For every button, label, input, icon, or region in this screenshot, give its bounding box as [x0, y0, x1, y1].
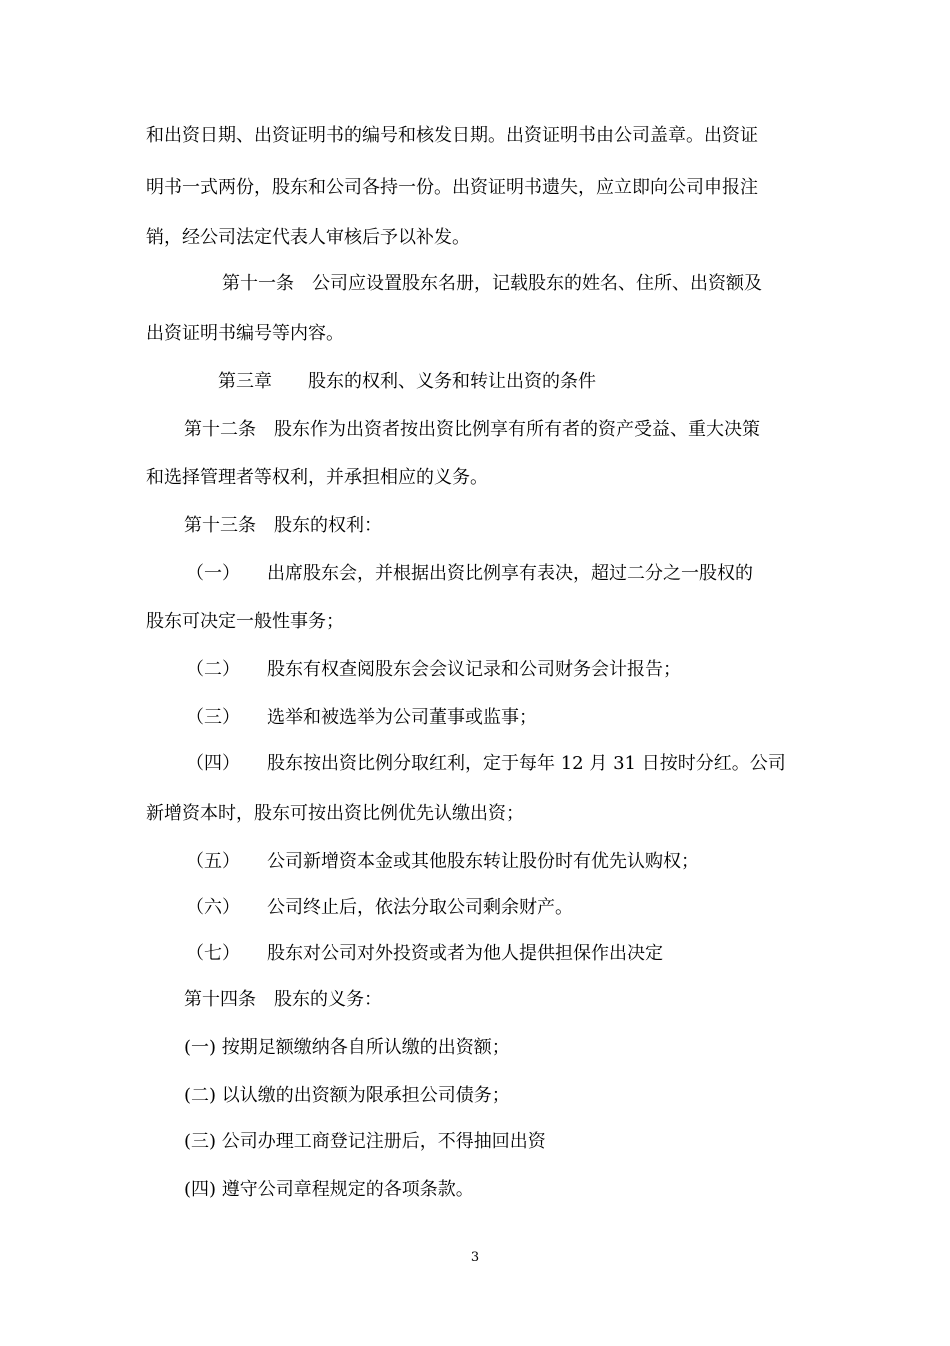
chapter-heading: 第三章 股东的权利、义务和转让出资的条件 — [218, 371, 596, 392]
article-13-line: 第十三条 股东的权利： — [184, 515, 382, 536]
list-item: (三) 公司办理工商登记注册后，不得抽回出资 — [184, 1131, 546, 1152]
article-12-line: 第十二条 股东作为出资者按出资比例享有所有者的资产受益、重大决策 — [184, 419, 760, 440]
page-number: 3 — [470, 1250, 480, 1265]
list-item: （二） 股东有权查阅股东会会议记录和公司财务会计报告； — [186, 659, 681, 680]
list-item: (二) 以认缴的出资额为限承担公司债务； — [184, 1085, 510, 1106]
text-line: 明书一式两份，股东和公司各持一份。出资证明书遗失，应立即向公司申报注 — [146, 177, 758, 198]
list-item: （五） 公司新增资本金或其他股东转让股份时有优先认购权； — [186, 851, 699, 872]
text-line: 新增资本时，股东可按出资比例优先认缴出资； — [146, 803, 524, 824]
list-item: （六） 公司终止后，依法分取公司剩余财产。 — [186, 897, 573, 918]
text-line: 和选择管理者等权利，并承担相应的义务。 — [146, 467, 488, 488]
article-14-line: 第十四条 股东的义务： — [184, 989, 382, 1010]
list-item: (一) 按期足额缴纳各自所认缴的出资额； — [184, 1037, 510, 1058]
text-line: 和出资日期、出资证明书的编号和核发日期。出资证明书由公司盖章。出资证 — [146, 125, 758, 146]
text-line: 销，经公司法定代表人审核后予以补发。 — [146, 227, 470, 248]
list-item: (四) 遵守公司章程规定的各项条款。 — [184, 1179, 474, 1200]
list-item: （四） 股东按出资比例分取红利，定于每年 12 月 31 日按时分红。公司 — [186, 753, 786, 774]
text-line: 出资证明书编号等内容。 — [146, 323, 344, 344]
list-item: （一） 出席股东会，并根据出资比例享有表决，超过二分之一股权的 — [186, 563, 753, 584]
text-line: 股东可决定一般性事务； — [146, 611, 344, 632]
list-item: （七） 股东对公司对外投资或者为他人提供担保作出决定 — [186, 943, 663, 964]
article-11-line: 第十一条 公司应设置股东名册，记载股东的姓名、住所、出资额及 — [222, 273, 762, 294]
list-item: （三） 选举和被选举为公司董事或监事； — [186, 707, 537, 728]
